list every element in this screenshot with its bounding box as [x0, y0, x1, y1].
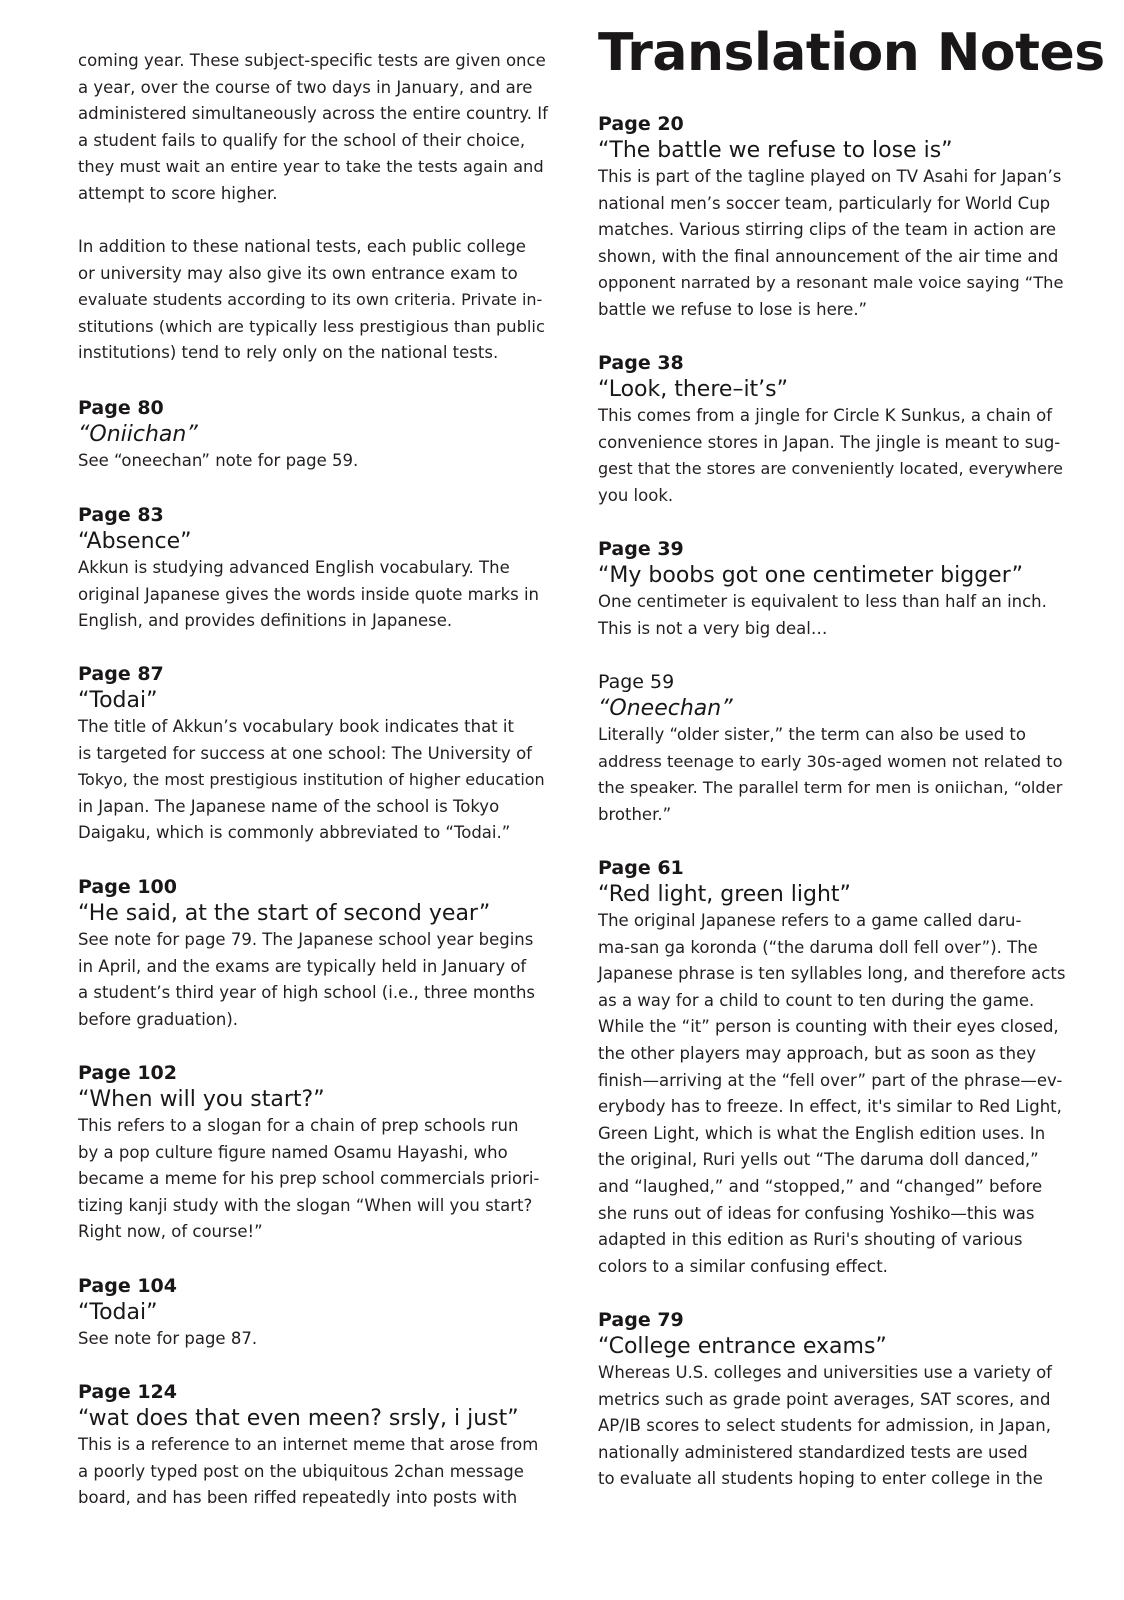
text-line: a student fails to qualify for the school of their choice, — [78, 130, 526, 150]
text-line: This is a reference to an internet meme that arose from — [78, 1435, 539, 1454]
text-line: One centimeter is equivalent to less than half an inch. — [598, 592, 1047, 611]
text-line: convenience stores in Japan. The jingle is meant to sug- — [598, 432, 1061, 452]
text-line: became a meme for his prep school commercials priori- — [78, 1169, 540, 1189]
text-line: Tokyo, the most prestigious institution of higher education — [78, 770, 545, 790]
note-title: “Oneechan” — [598, 696, 733, 721]
text-line: This is part of the tagline played on TV Asahi for Japan’s — [598, 167, 1062, 186]
text-line: nationally administered standardized tests are used — [598, 1442, 1028, 1462]
note-page-label: Page 102 — [78, 1062, 177, 1084]
note-page-87 — [78, 662, 548, 847]
note-page-label: Page 59 — [598, 671, 675, 693]
text-line: tizing kanji study with the slogan “When will you start? — [78, 1195, 533, 1215]
text-line: brother.” — [598, 804, 672, 824]
text-line: and “laughed,” and “stopped,” and “changed” before — [598, 1176, 1043, 1196]
note-page-38 — [598, 351, 1068, 509]
note-page-39 — [598, 537, 1068, 642]
text-line: erybody has to freeze. In effect, it's similar to Red Light, — [598, 1097, 1062, 1117]
text-line: Daigaku, which is commonly abbreviated to “Todai.” — [78, 823, 511, 843]
note-page-label: Page 79 — [598, 1309, 684, 1331]
text-line: to evaluate all students hoping to enter college in the — [598, 1469, 1043, 1489]
text-line: This is not a very big deal… — [598, 618, 828, 638]
text-line: While the “it” person is counting with their eyes closed, — [598, 1017, 1059, 1037]
note-title: “Oniichan” — [78, 422, 198, 447]
text-line: a poorly typed post on the ubiquitous 2chan message — [78, 1461, 524, 1481]
note-page-102 — [78, 1061, 548, 1246]
text-line: administered simultaneously across the entire country. If — [78, 104, 548, 124]
note-title: “wat does that even meen? srsly, i just” — [78, 1406, 519, 1431]
note-page-124 — [78, 1380, 548, 1512]
intro-paragraph-1 — [78, 48, 548, 208]
text-line: evaluate students according to its own criteria. Private in- — [78, 290, 543, 310]
note-page-20 — [598, 112, 1068, 324]
text-line: adapted in this edition as Ruri's shouting of various — [598, 1230, 1023, 1250]
note-title: “College entrance exams” — [598, 1334, 887, 1359]
text-line: gest that the stores are conveniently located, everywhere — [598, 459, 1063, 479]
text-line: is targeted for success at one school: The University of — [78, 743, 532, 763]
text-line: attempt to score higher. — [78, 183, 278, 203]
text-line: as a way for a child to count to ten during the game. — [598, 990, 1035, 1010]
text-line: Right now, of course!” — [78, 1222, 263, 1242]
note-page-label: Page 87 — [78, 663, 164, 685]
text-line: The title of Akkun’s vocabulary book indicates that it — [78, 717, 514, 736]
text-line: the other players may approach, but as soon as they — [598, 1043, 1037, 1063]
note-title: “He said, at the start of second year” — [78, 901, 491, 926]
text-line: metrics such as grade point averages, SAT scores, and — [598, 1389, 1051, 1409]
text-line: This refers to a slogan for a chain of prep schools run — [78, 1116, 519, 1135]
note-page-label: Page 104 — [78, 1275, 177, 1297]
note-page-83 — [78, 503, 548, 635]
text-line: opponent narrated by a resonant male voice saying “The — [598, 273, 1064, 293]
text-line: ma-san ga koronda (“the daruma doll fell over”). The — [598, 937, 1038, 957]
note-title: “Todai” — [78, 1300, 158, 1325]
text-line: a student’s third year of high school (i.e., three months — [78, 983, 536, 1003]
text-line: Japanese phrase is ten syllables long, and therefore acts — [598, 964, 1066, 984]
text-line: in Japan. The Japanese name of the school is Tokyo — [78, 796, 500, 816]
text-line: shown, with the final announcement of the air time and — [598, 246, 1059, 266]
text-line: board, and has been riffed repeatedly into posts with — [78, 1488, 518, 1508]
note-title: “My boobs got one centimeter bigger” — [598, 563, 1024, 588]
text-line: original Japanese gives the words inside quote marks in — [78, 584, 540, 604]
text-line: before graduation). — [78, 1009, 239, 1029]
text-line: See note for page 79. The Japanese school year begins — [78, 930, 534, 949]
note-page-59 — [598, 670, 1068, 828]
note-page-100 — [78, 875, 548, 1033]
text-line: See “oneechan” note for page 59. — [78, 451, 359, 470]
note-page-80 — [78, 396, 548, 475]
text-line: the speaker. The parallel term for men is oniichan, “older — [598, 778, 1063, 798]
text-line: Green Light, which is what the English edition uses. In — [598, 1123, 1046, 1143]
note-page-label: Page 20 — [598, 113, 684, 135]
text-line: Whereas U.S. colleges and universities use a variety of — [598, 1363, 1052, 1382]
text-line: matches. Various stirring clips of the team in action are — [598, 220, 1057, 240]
note-title: “Look, there–it’s” — [598, 377, 789, 402]
note-title: “Red light, green light” — [598, 882, 851, 907]
note-page-label: Page 100 — [78, 876, 177, 898]
text-line: coming year. These subject-specific tests are given once — [78, 51, 546, 70]
note-title: “The battle we refuse to lose is” — [598, 138, 953, 163]
note-page-label: Page 61 — [598, 857, 684, 879]
text-line: Literally “older sister,” the term can also be used to — [598, 725, 1027, 744]
text-line: This comes from a jingle for Circle K Sunkus, a chain of — [598, 406, 1053, 425]
text-line: you look. — [598, 485, 674, 505]
text-line: battle we refuse to lose is here.” — [598, 299, 868, 319]
text-line: See note for page 87. — [78, 1329, 258, 1348]
text-line: In addition to these national tests, each public college — [78, 237, 526, 256]
text-line: or university may also give its own entrance exam to — [78, 263, 518, 283]
note-page-label: Page 80 — [78, 397, 164, 419]
text-line: English, and provides definitions in Japanese. — [78, 611, 453, 631]
note-page-label: Page 124 — [78, 1381, 177, 1403]
intro-paragraph-2 — [78, 234, 548, 367]
text-line: The original Japanese refers to a game called daru- — [598, 911, 1022, 930]
text-line: colors to a similar confusing effect. — [598, 1256, 888, 1276]
note-page-label: Page 83 — [78, 504, 164, 526]
text-line: by a pop culture figure named Osamu Hayashi, who — [78, 1142, 508, 1162]
text-line: they must wait an entire year to take the tests again and — [78, 157, 544, 177]
text-line: stitutions (which are typically less prestigious than public — [78, 316, 545, 336]
note-page-label: Page 39 — [598, 538, 684, 560]
text-line: a year, over the course of two days in January, and are — [78, 77, 533, 97]
text-line: finish—arriving at the “fell over” part of the phrase—ev- — [598, 1070, 1063, 1090]
note-page-79 — [598, 1308, 1068, 1493]
note-title: “Absence” — [78, 529, 192, 554]
text-line: Akkun is studying advanced English vocabulary. The — [78, 558, 510, 577]
text-line: national men’s soccer team, particularly for World Cup — [598, 193, 1051, 213]
note-title: “Todai” — [78, 688, 158, 713]
text-line: she runs out of ideas for confusing Yoshiko—this was — [598, 1203, 1035, 1223]
note-page-label: Page 38 — [598, 352, 684, 374]
text-line: the original, Ruri yells out “The daruma doll danced,” — [598, 1150, 1039, 1170]
note-title: “When will you start?” — [78, 1087, 325, 1112]
text-line: institutions) tend to rely only on the national tests. — [78, 343, 499, 363]
text-line: address teenage to early 30s-aged women not related to — [598, 751, 1063, 771]
note-page-104 — [78, 1274, 548, 1353]
text-line: AP/IB scores to select students for admission, in Japan, — [598, 1416, 1051, 1436]
text-line: in April, and the exams are typically held in January of — [78, 956, 527, 976]
note-page-61 — [598, 856, 1068, 1280]
page-title: Translation Notes — [598, 23, 1105, 83]
